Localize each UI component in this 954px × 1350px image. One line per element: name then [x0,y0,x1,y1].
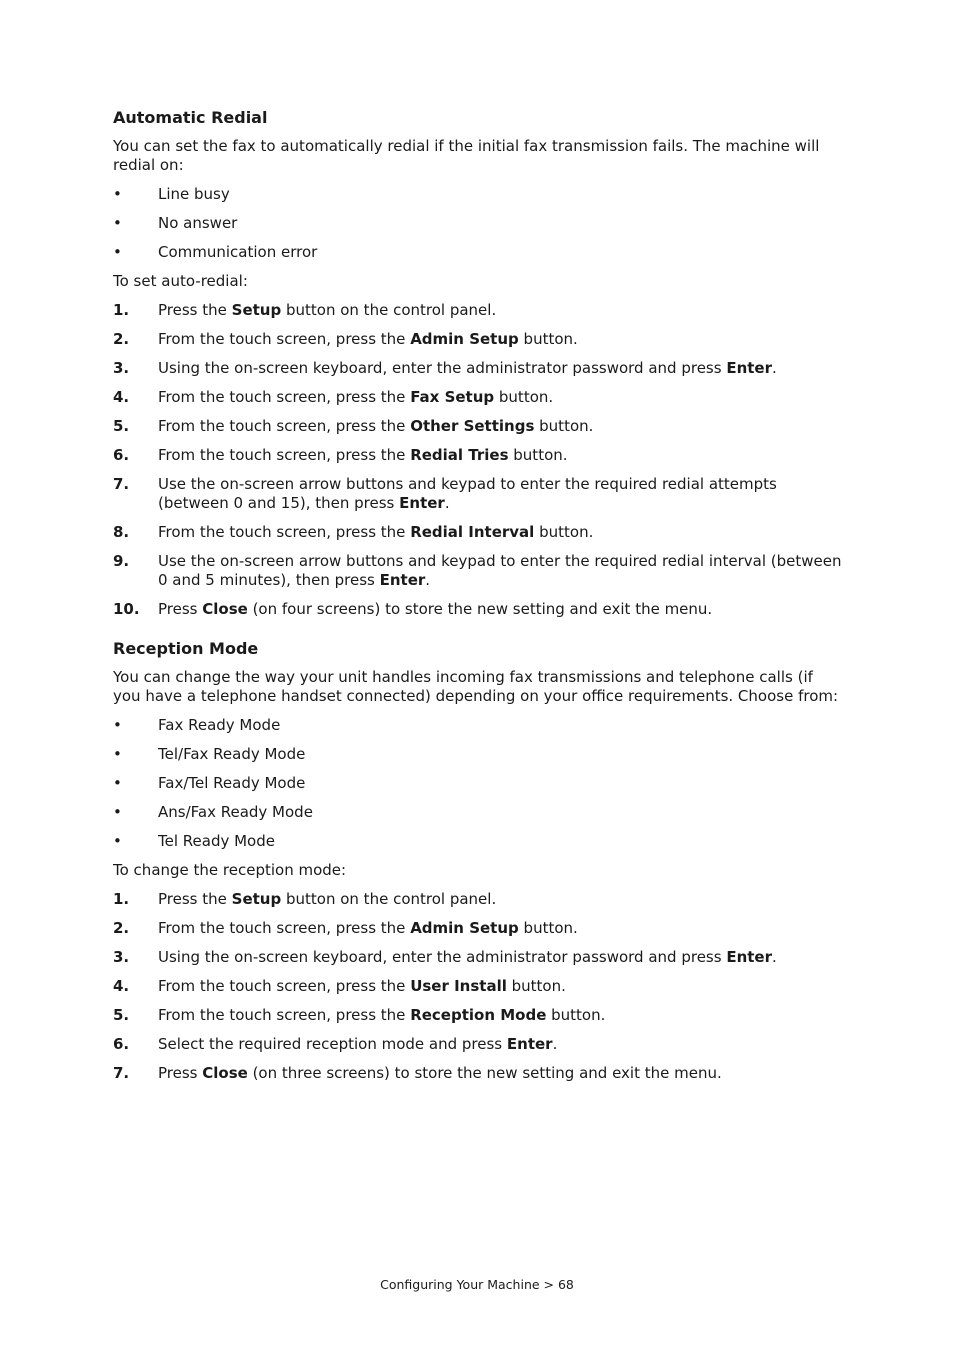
ui-control-name: Enter [399,494,445,512]
step-text: Press Close (on three screens) to store the new setting and exit the menu. [158,1064,722,1082]
bullet-text: Line busy [158,185,230,203]
ui-control-name: Other Settings [410,417,535,435]
bullet-item [113,214,843,233]
bullet-marker: • [113,803,122,821]
step-text: Select the required reception mode and press Enter. [158,1035,558,1053]
ui-control-name: Redial Tries [410,446,509,464]
bullet-text: Tel/Fax Ready Mode [158,745,306,763]
step-item [113,359,843,378]
step-number: 5. [113,417,130,435]
step-number: 9. [113,552,130,570]
bullet-item [113,745,843,764]
bullet-item [113,243,843,262]
step-text: Use the on-screen arrow buttons and keypad to enter the required redial interval (between 0 and 5 minutes), then press Enter. [158,552,842,589]
section-reception-mode [113,639,843,1083]
step-text: Using the on-screen keyboard, enter the administrator password and press Enter. [158,359,777,377]
step-text: Using the on-screen keyboard, enter the administrator password and press Enter. [158,948,777,966]
step-item [113,919,843,938]
ui-control-name: User Install [410,977,507,995]
step-item [113,446,843,465]
bullet-text: No answer [158,214,238,232]
steps-intro: To set auto-redial: [113,272,248,290]
step-item [113,475,843,513]
bullet-item [113,803,843,822]
ui-control-name: Reception Mode [410,1006,547,1024]
step-number: 8. [113,523,130,541]
bullet-text: Fax Ready Mode [158,716,281,734]
ui-control-name: Close [202,600,248,618]
bullet-list [113,185,843,262]
ui-control-name: Fax Setup [410,388,495,406]
step-text: From the touch screen, press the User Install button. [158,977,566,995]
step-number: 3. [113,948,130,966]
step-item [113,977,843,996]
section-heading: Automatic Redial [113,108,268,127]
step-text: Press the Setup button on the control panel. [158,890,497,908]
step-item [113,523,843,542]
step-item [113,1006,843,1025]
ui-control-name: Enter [726,948,772,966]
step-number: 6. [113,446,130,464]
bullet-list [113,716,843,851]
section-heading: Reception Mode [113,639,259,658]
section-intro: You can set the fax to automatically redial if the initial fax transmission fails. The machine will redial on: [113,137,820,174]
bullet-text: Communication error [158,243,318,261]
step-text: From the touch screen, press the Other Settings button. [158,417,594,435]
bullet-text: Tel Ready Mode [158,832,275,850]
step-text: Press the Setup button on the control panel. [158,301,497,319]
bullet-text: Fax/Tel Ready Mode [158,774,306,792]
ui-control-name: Close [202,1064,248,1082]
section-intro: You can change the way your unit handles incoming fax transmissions and telephone calls (if you have a telephone handset connected) depending on your office requirements. Choose from: [113,668,839,705]
ui-control-name: Admin Setup [410,330,519,348]
step-item [113,600,843,619]
step-item [113,552,843,590]
step-number: 5. [113,1006,130,1024]
step-number: 1. [113,890,130,908]
step-item [113,1064,843,1083]
page-content [113,108,843,1093]
step-number: 7. [113,475,130,493]
section-automatic-redial [113,108,843,619]
bullet-item [113,832,843,851]
ui-control-name: Admin Setup [410,919,519,937]
step-text: From the touch screen, press the Redial Interval button. [158,523,594,541]
bullet-marker: • [113,716,122,734]
step-text: From the touch screen, press the Reception Mode button. [158,1006,606,1024]
ui-control-name: Setup [231,890,282,908]
bullet-marker: • [113,745,122,763]
step-number: 6. [113,1035,130,1053]
step-text: From the touch screen, press the Redial Tries button. [158,446,568,464]
bullet-item [113,774,843,793]
step-number: 2. [113,330,130,348]
step-item [113,388,843,407]
steps-intro: To change the reception mode: [113,861,347,879]
step-item [113,301,843,320]
bullet-marker: • [113,774,122,792]
ui-control-name: Enter [379,571,426,589]
step-text: Use the on-screen arrow buttons and keypad to enter the required redial attempts (between 0 and 15), then press Enter. [158,475,777,512]
step-item [113,330,843,349]
bullet-marker: • [113,214,122,232]
step-text: From the touch screen, press the Admin Setup button. [158,919,578,937]
ui-control-name: Enter [726,359,772,377]
step-number: 4. [113,388,130,406]
step-number: 2. [113,919,130,937]
numbered-steps [113,890,843,1083]
ui-control-name: Enter [506,1035,553,1053]
step-item [113,890,843,909]
bullet-text: Ans/Fax Ready Mode [158,803,313,821]
bullet-marker: • [113,243,122,261]
step-number: 10. [113,600,140,618]
numbered-steps [113,301,843,619]
page-footer: Configuring Your Machine > 68 [380,1277,574,1292]
bullet-item [113,716,843,735]
step-item [113,417,843,436]
ui-control-name: Setup [231,301,282,319]
bullet-marker: • [113,832,122,850]
bullet-marker: • [113,185,122,203]
step-text: Press Close (on four screens) to store the new setting and exit the menu. [158,600,713,618]
step-number: 1. [113,301,130,319]
step-item [113,1035,843,1054]
step-item [113,948,843,967]
bullet-item [113,185,843,204]
ui-control-name: Redial Interval [410,523,535,541]
step-text: From the touch screen, press the Fax Setup button. [158,388,554,406]
step-text: From the touch screen, press the Admin Setup button. [158,330,578,348]
step-number: 4. [113,977,130,995]
step-number: 7. [113,1064,130,1082]
step-number: 3. [113,359,130,377]
